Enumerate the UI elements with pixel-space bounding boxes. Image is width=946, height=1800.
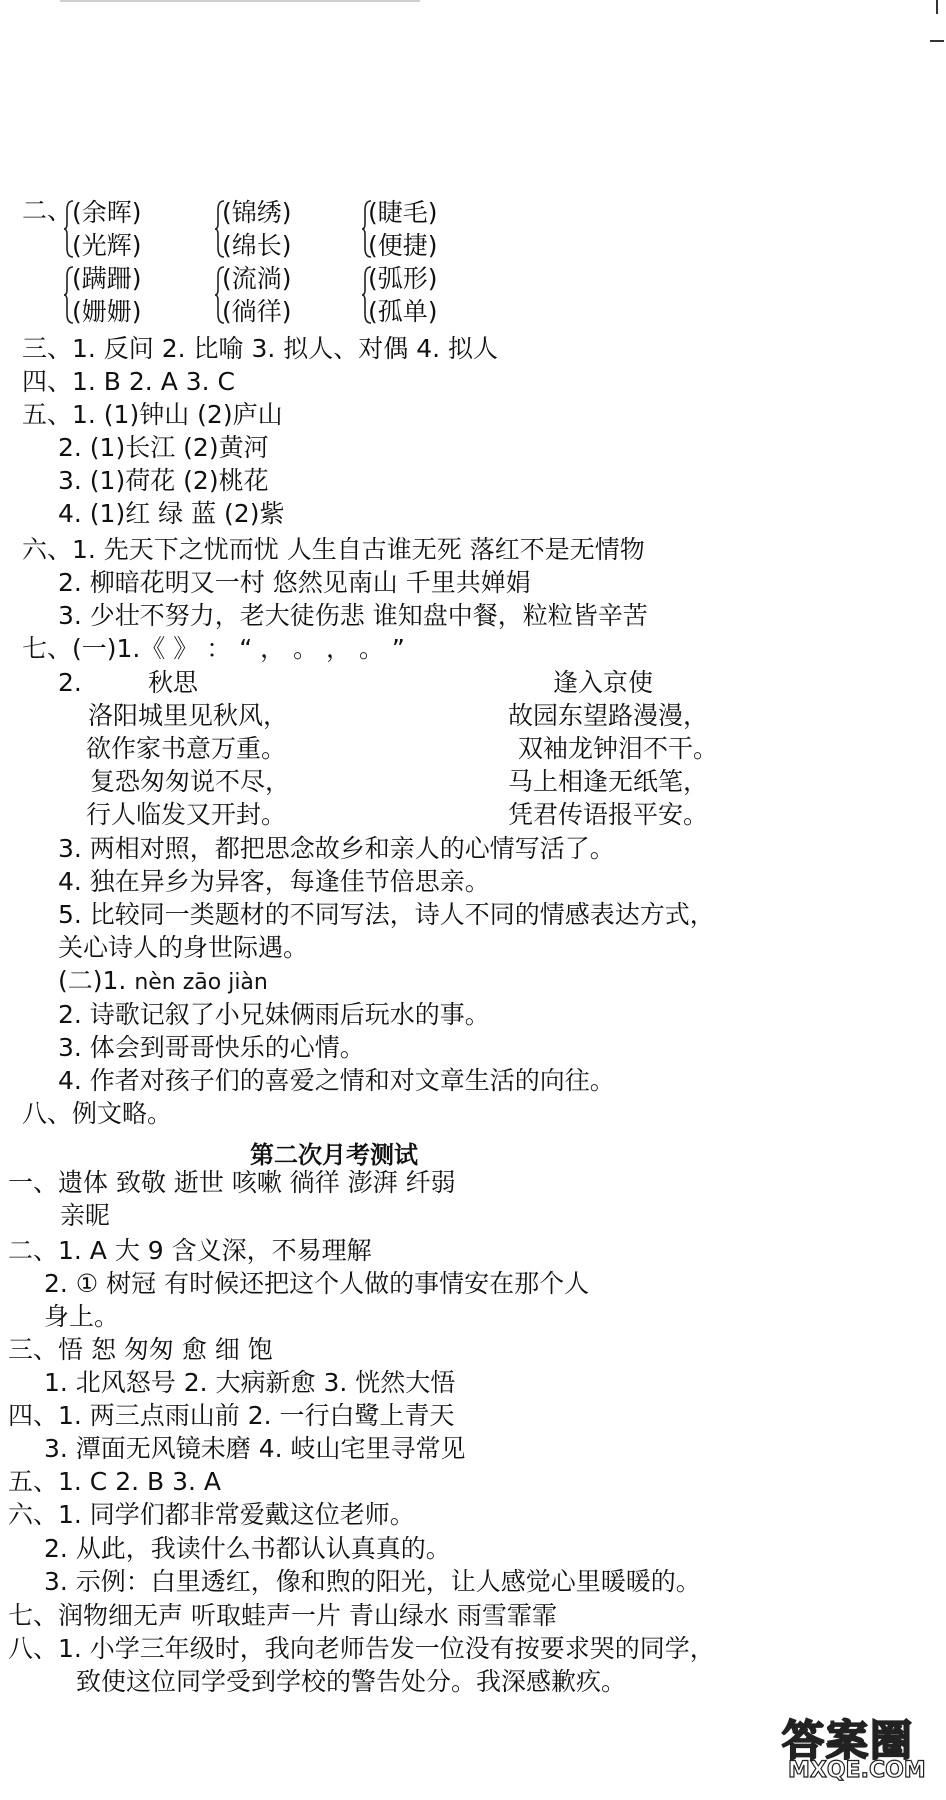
sec2-g5-b: (徜徉) xyxy=(222,297,292,326)
sec4-line: 四、1. B 2. A 3. C xyxy=(22,367,236,396)
poem1-line-1: 洛阳城里见秋风， xyxy=(88,701,289,730)
sec8-line: 八、例文略。 xyxy=(22,1099,173,1128)
test2-s5: 五、1. C 2. B 3. A xyxy=(8,1467,222,1496)
sec3-line: 三、1. 反问 2. 比喻 3. 拟人、对偶 4. 拟人 xyxy=(22,334,499,363)
sec5-line-4: 4. (1)红 绿 蓝 (2)紫 xyxy=(58,499,285,528)
watermark-label: 答案圈 xyxy=(782,1716,915,1765)
sec7-q3: 3. 两相对照，都把思念故乡和亲人的心情写活了。 xyxy=(58,834,615,863)
part2-q1-prefix: (二)1. xyxy=(58,966,135,995)
test2-s8a: 八、1. 小学三年级时，我向老师告发一位没有按要求哭的同学， xyxy=(8,1634,715,1663)
sec7-q4: 4. 独在异乡为异客，每逢佳节倍思亲。 xyxy=(58,867,490,896)
poem1-line-4: 行人临发又开封。 xyxy=(86,800,287,829)
sec7-part2-q2: 2. 诗歌记叙了小兄妹俩雨后玩水的事。 xyxy=(58,1000,490,1029)
test2-title: 第二次月考测试 xyxy=(250,1141,418,1169)
poem2-title: 逢入京使 xyxy=(553,668,654,697)
sec2-g6-a: (弧形) xyxy=(368,264,438,293)
test2-s6b: 2. 从此，我读什么书都认认真真的。 xyxy=(44,1534,451,1563)
test2-s8b: 致使这位同学受到学校的警告处分。我深感歉疚。 xyxy=(76,1667,627,1696)
poem1-title: 秋思 xyxy=(148,668,199,697)
sec2-g6-b: (孤单) xyxy=(368,297,438,326)
test2-s2c: 身上。 xyxy=(44,1302,120,1331)
test2-s6a: 六、1. 同学们都非常爱戴这位老师。 xyxy=(8,1500,415,1529)
sec5-line-1: 五、1. (1)钟山 (2)庐山 xyxy=(22,400,283,429)
sec7-q5a: 5. 比较同一类题材的不同写法，诗人不同的情感表达方式， xyxy=(58,900,715,929)
watermark-url: MXQE.COM xyxy=(788,1758,926,1783)
poem2-line-1: 故园东望路漫漫， xyxy=(508,701,709,730)
sec2-g3-a: (睫毛) xyxy=(368,198,438,227)
sec2-g5-a: (流淌) xyxy=(222,264,292,293)
sec7-q5b: 关心诗人的身世际遇。 xyxy=(58,933,309,962)
sec2-label: 二、 xyxy=(22,196,73,225)
sec7-q2-num: 2. xyxy=(58,668,82,697)
sec2-g4-b: (姗姗) xyxy=(72,297,142,326)
sec5-line-3: 3. (1)荷花 (2)桃花 xyxy=(58,466,269,495)
scan-top-line xyxy=(60,0,420,2)
test2-s7: 七、润物细无声 听取蛙声一片 青山绿水 雨雪霏霏 xyxy=(8,1601,557,1630)
sec7-q1: 七、(一)1.《 》 ： “ ， 。 ， 。 ” xyxy=(22,634,405,663)
poem1-line-3: 复恐匆匆说不尽， xyxy=(90,767,291,796)
test2-s1b: 亲昵 xyxy=(60,1201,111,1230)
part2-q1-pinyin: nèn zāo jiàn xyxy=(134,970,268,995)
sec7-part2-q4: 4. 作者对孩子们的喜爱之情和对文章生活的向往。 xyxy=(58,1066,615,1095)
watermark-logo xyxy=(782,1708,930,1790)
sec2-g1-a: (余晖) xyxy=(72,198,142,227)
sec2-g3-b: (便捷) xyxy=(368,231,438,260)
poem1-line-2: 欲作家书意万重。 xyxy=(86,734,287,763)
sec6-line-2: 2. 柳暗花明又一村 悠然见南山 千里共婵娟 xyxy=(58,568,531,597)
sec6-line-1: 六、1. 先天下之忧而忧 人生自古谁无死 落红不是无情物 xyxy=(22,535,645,564)
scan-edge-mark-2 xyxy=(930,40,944,42)
poem2-line-4: 凭君传语报平安。 xyxy=(508,800,709,829)
test2-s6c: 3. 示例：白里透红，像和煦的阳光，让人感觉心里暖暖的。 xyxy=(44,1567,701,1596)
sec2-g2-b: (绵长) xyxy=(222,231,292,260)
test2-s3b: 1. 北风怒号 2. 大病新愈 3. 恍然大悟 xyxy=(44,1368,456,1397)
poem2-line-3: 马上相逢无纸笔， xyxy=(508,767,709,796)
sec2-g4-a: (蹒跚) xyxy=(72,264,142,293)
test2-s4b: 3. 潭面无风镜未磨 4. 岐山宅里寻常见 xyxy=(44,1434,466,1463)
scan-edge-mark xyxy=(936,0,944,14)
poem2-line-2: 双袖龙钟泪不干。 xyxy=(518,734,719,763)
test2-s2a: 二、1. A 大 9 含义深，不易理解 xyxy=(8,1236,372,1265)
test2-s3a: 三、悟 恕 匆匆 愈 细 饱 xyxy=(8,1335,273,1364)
sec2-g2-a: (锦绣) xyxy=(222,198,292,227)
sec5-line-2: 2. (1)长江 (2)黄河 xyxy=(58,433,269,462)
test2-s1a: 一、遗体 致敬 逝世 咳嗽 徜徉 澎湃 纤弱 xyxy=(8,1168,456,1197)
sec6-line-3: 3. 少壮不努力，老大徒伤悲 谁知盘中餐，粒粒皆辛苦 xyxy=(58,601,648,630)
sec7-part2-q3: 3. 体会到哥哥快乐的心情。 xyxy=(58,1033,365,1062)
test2-s4a: 四、1. 两三点雨山前 2. 一行白鹭上青天 xyxy=(8,1401,455,1430)
sec2-g1-b: (光辉) xyxy=(72,231,142,260)
sec7-part2-q1 xyxy=(58,966,268,998)
test2-s2b: 2. ① 树冠 有时候还把这个人做的事情安在那个人 xyxy=(44,1269,590,1298)
